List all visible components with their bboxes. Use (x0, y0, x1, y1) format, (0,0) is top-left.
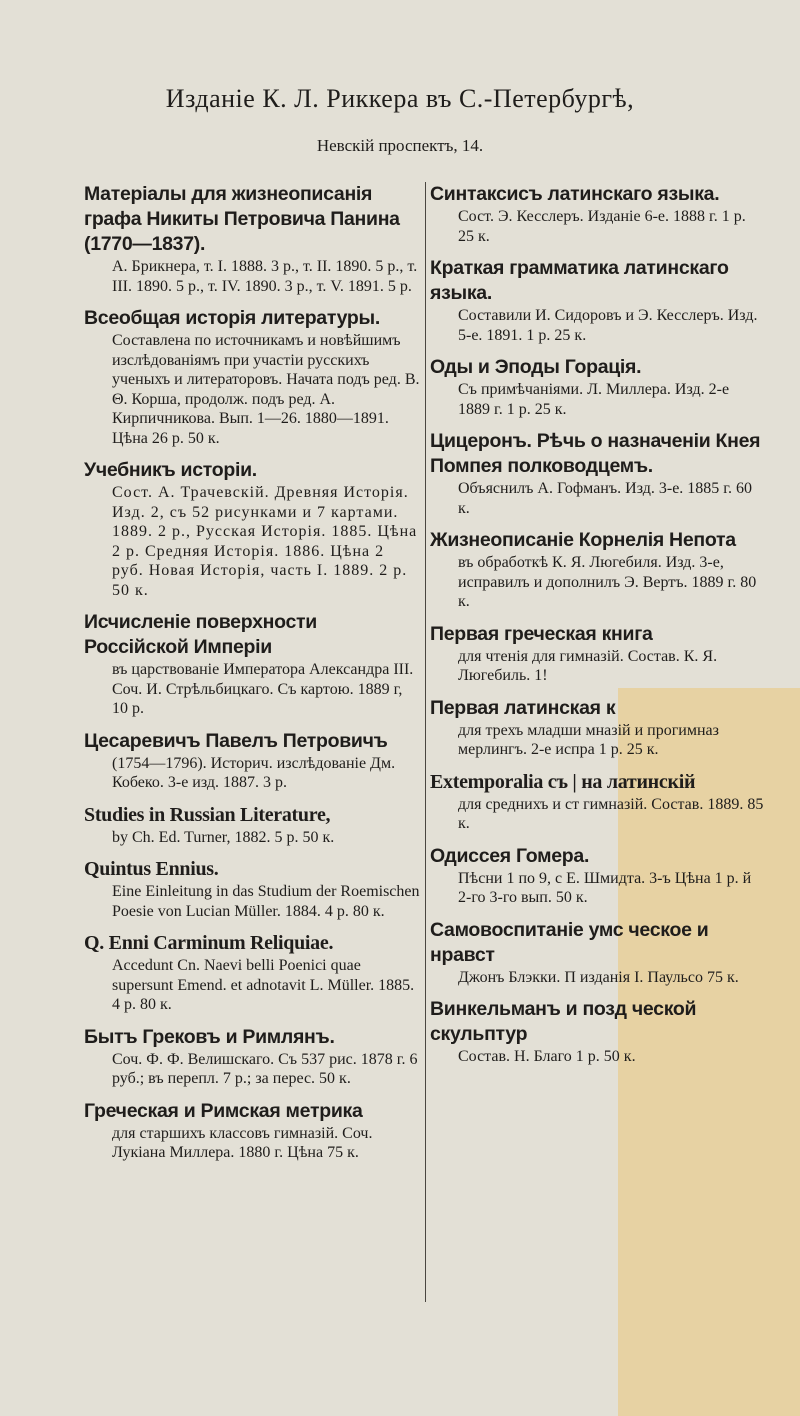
entry-body: въ обработкѣ К. Я. Люгебиля. Изд. 3-е, исправилъ и дополнилъ Э. Вертъ. 1889 г. 80 к. (458, 554, 757, 610)
catalog-entry (84, 1025, 420, 1089)
catalog-entry (430, 997, 765, 1067)
catalog-entry (84, 931, 420, 1015)
entry-body: для среднихъ и ст гимназій. Состав. 1889. 85 к. (458, 795, 764, 832)
entry-title: Studies in Russian Literature, (84, 803, 331, 826)
entry-title: Оды и Эподы Горація. (430, 356, 642, 378)
entry-body: Пѣсни 1 по 9, с Е. Шмидта. 3-ъ Цѣна 1 р. й 2-го 3-го вып. 50 к. (458, 869, 752, 906)
entry-body: для чтенія для гимназій. Состав. К. Я. Люгебиль. 1! (458, 647, 718, 684)
catalog-entry (84, 306, 420, 448)
page-header (0, 84, 800, 156)
catalog-entry (84, 182, 420, 296)
entry-title: Quintus Ennius. (84, 858, 219, 880)
entry-title: Первая латинская к (430, 696, 616, 719)
entry-body: для трехъ младши мназій и прогимназ мерлингъ. 2-е испра 1 р. 25 к. (458, 721, 719, 758)
entry-title: Первая греческая книга (430, 622, 653, 645)
catalog-entry (84, 729, 420, 793)
entry-body: Составлена по источникамъ и новѣйшимъ изслѣдованіямъ при участіи русскихъ ученыхъ и литераторовъ. Начата подъ ред. В. Θ. Корша, продолж. подъ ред. А. Кирпичникова. Вып. 1—26. 1880—1891. Цѣна 26 р. 50 к. (112, 332, 420, 447)
entry-title: Синтаксисъ латинскаго языка. (430, 183, 720, 205)
catalog-entry (84, 1099, 420, 1163)
entry-body: by Ch. Ed. Turner, 1882. 5 р. 50 к. (112, 828, 335, 846)
entry-title: Исчисленіе поверхности Россійской Имперіи (84, 611, 317, 658)
entry-body: А. Брикнера, т. I. 1888. 3 р., т. II. 1890. 5 р., т. III. 1890. 5 р., т. IV. 1890. 3 р., т. V. 1891. 5 р. (112, 258, 418, 295)
entry-body: Сост. Э. Кесслеръ. Изданіе 6-е. 1888 г. 1 р. 25 к. (458, 208, 746, 245)
left-column (84, 182, 420, 1173)
right-column (430, 182, 765, 1077)
catalog-entry (430, 918, 765, 988)
catalog-entry (430, 770, 765, 834)
entry-title: Винкельманъ и позд ческой скульптур (430, 998, 697, 1045)
catalog-entry (430, 844, 765, 908)
entry-title: Всеобщая исторія литературы. (84, 307, 380, 329)
catalog-entry (84, 458, 420, 600)
entry-title: Жизнеописаніе Корнелія Непота (430, 529, 736, 551)
column-divider (425, 182, 426, 1302)
catalog-entry (84, 610, 420, 719)
entry-title: Матеріалы для жизнеописанія графа Никиты Петровича Панина (1770—1837). (84, 183, 400, 255)
catalog-entry (430, 429, 765, 518)
entry-body: Eine Einleitung in das Studium der Roemischen Poesie von Lucian Müller. 1884. 4 р. 80 к. (112, 883, 420, 920)
entry-body: Съ примѣчаніями. Л. Миллера. Изд. 2-е 1889 г. 1 р. 25 к. (458, 381, 730, 418)
entry-title: Самовоспитаніе умс ческое и нравст (430, 918, 709, 966)
catalog-entry (430, 182, 765, 246)
entry-body: Сост. А. Трачевскій. Древняя Исторія. Изд. 2, съ 52 рисунками и 7 картами. 1889. 2 р., Русская Исторія. 1885. Цѣна 2 р. Средняя Исторія. 1886. Цѣна 2 руб. Новая Исторія, часть I. 1889. 2 р. 50 к. (112, 484, 418, 599)
entry-title: Цесаревичъ Павелъ Петровичъ (84, 729, 388, 752)
entry-title: Греческая и Римская метрика (84, 1099, 363, 1122)
entry-title: Учебникъ исторіи. (84, 459, 257, 481)
catalog-entry (84, 857, 420, 921)
publisher-title: Изданіе К. Л. Риккера въ С.-Петербургѣ, (165, 84, 635, 113)
entry-body: Accedunt Cn. Naevi belli Poenici quae supersunt Emend. et adnotavit L. Müller. 1885. 4 р. 80 к. (112, 957, 415, 1013)
entry-title: Бытъ Грековъ и Римлянъ. (84, 1025, 335, 1048)
entry-body: Соч. Ф. Ф. Велишскаго. Съ 537 рис. 1878 г. 6 руб.; въ перепл. 7 р.; за перес. 50 к. (112, 1050, 418, 1087)
entry-body: (1754—1796). Историч. изслѣдованіе Дм. Кобеко. 3-е изд. 1887. 3 р. (112, 754, 396, 791)
entry-title: Одиссея Гомера. (430, 844, 590, 867)
entry-body: Составили И. Сидоровъ и Э. Кесслеръ. Изд. 5-е. 1891. 1 р. 25 к. (458, 307, 758, 344)
entry-body: Объяснилъ А. Гофманъ. Изд. 3-е. 1885 г. 60 к. (458, 480, 753, 517)
catalog-entry (430, 696, 765, 760)
entry-title: Цицеронъ. Рѣчь о назначеніи Кнея Помпея полководцемъ. (430, 430, 761, 477)
catalog-entry (430, 528, 765, 612)
catalog-entry (430, 622, 765, 686)
entry-body: въ царствованіе Императора Александра III. Соч. И. Стрѣльбицкаго. Съ картою. 1889 г, 10 р. (112, 661, 414, 717)
entry-body: для старшихъ классовъ гимназій. Соч. Лукіана Миллера. 1880 г. Цѣна 75 к. (112, 1124, 373, 1161)
entry-title: Extemporalia съ | на латинскій (430, 770, 696, 793)
entry-title: Q. Enni Carminum Reliquiae. (84, 932, 334, 954)
entry-title: Краткая грамматика латинскаго языка. (430, 257, 729, 304)
catalog-entry (430, 256, 765, 345)
entry-body: Состав. Н. Благо 1 р. 50 к. (458, 1048, 636, 1065)
catalog-entry (84, 803, 420, 848)
publisher-address: Невскій проспектъ, 14. (316, 136, 484, 155)
catalog-entry (430, 355, 765, 419)
entry-body: Джонъ Блэкки. П изданія I. Паульсо 75 к. (458, 968, 739, 986)
